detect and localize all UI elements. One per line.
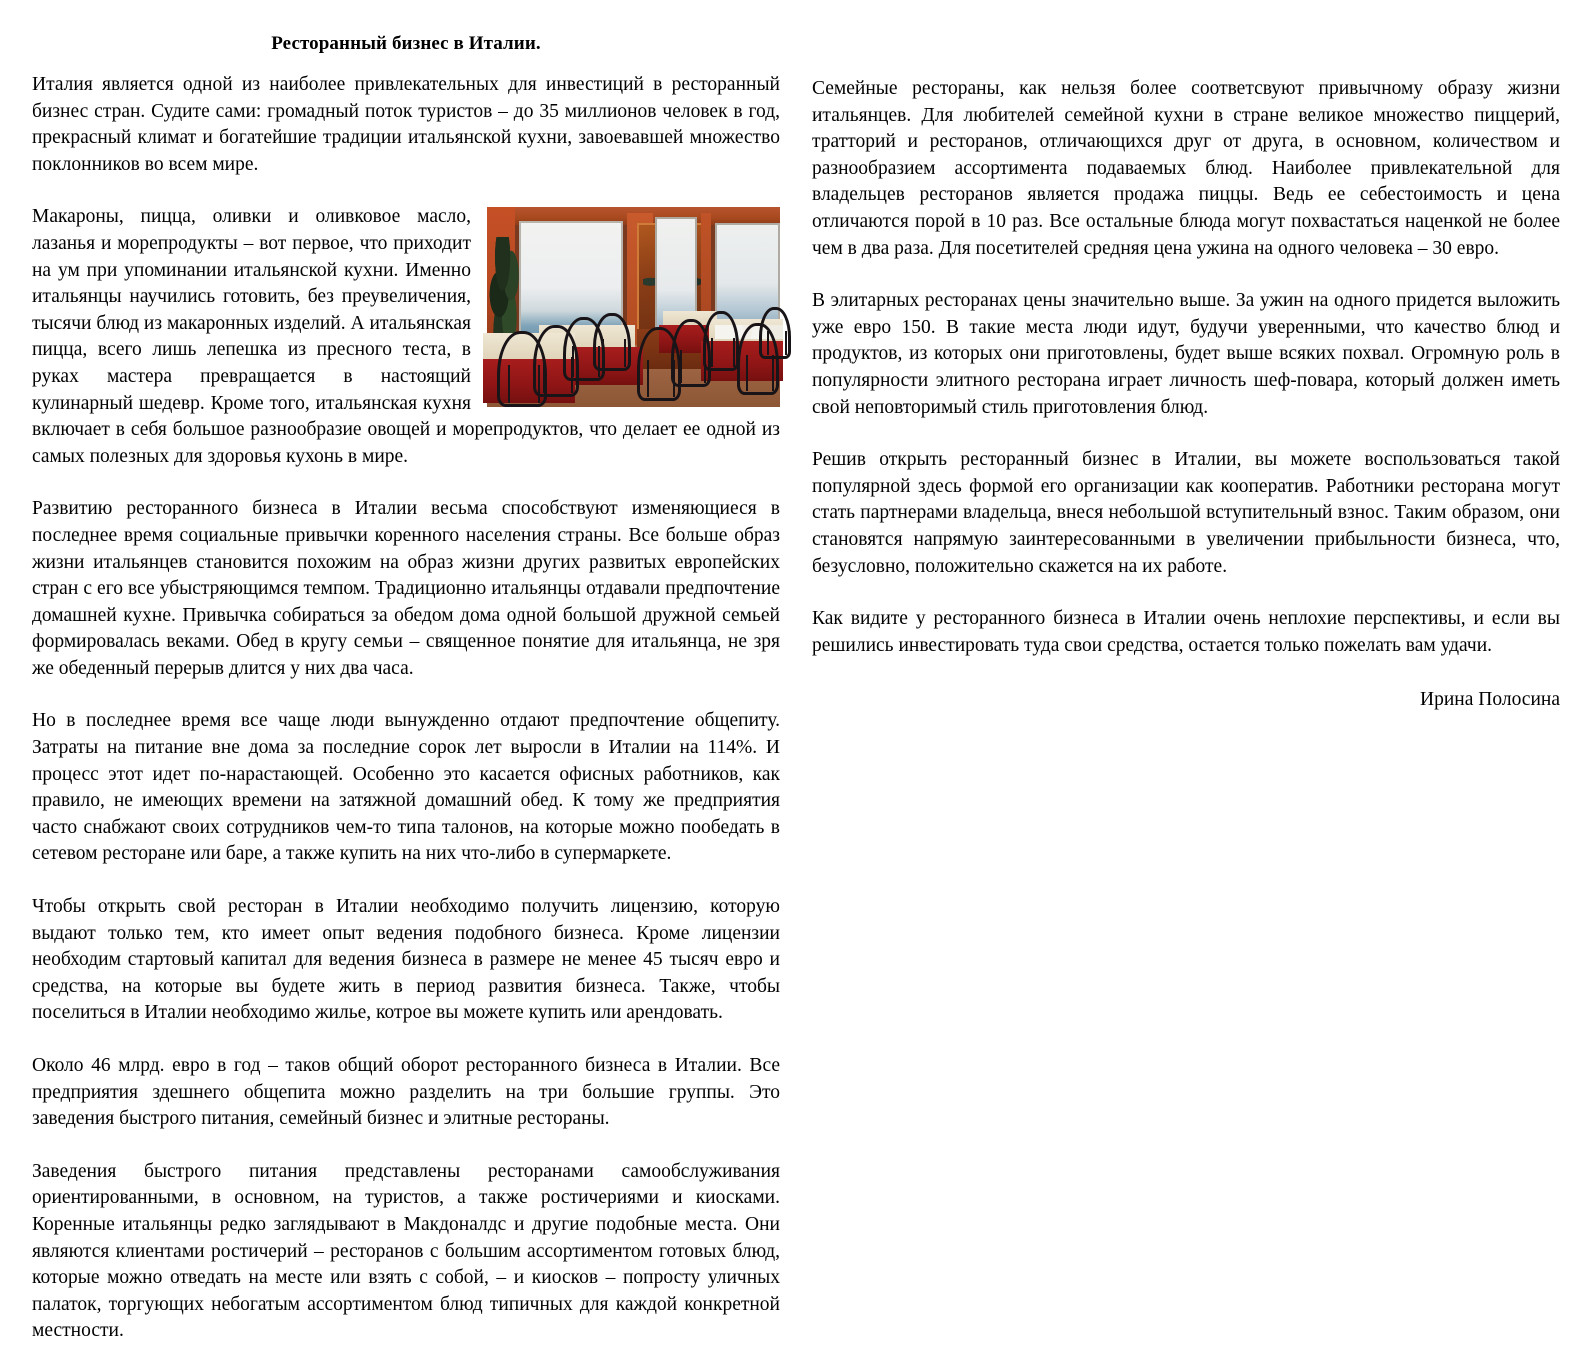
author-signature: Ирина Полосина bbox=[1420, 689, 1560, 711]
paragraph: Макароны, пицца, оливки и оливковое масло, лазанья и морепродукты – вот первое, что приходит на ум при упоминании итальянской кухни. Именно итальянцы научились готовить, без преувеличения, тысячи блюд из макаронных изделий. А итальянская пицца, всего лишь лепешка из пресного теста, в руках мастера превращается в настоящий кулинарный шедевр. Кроме того, итальянская кухня включает в себя большое разнообразие овощей и морепродуктов, что делает ее одной из самых полезных для здоровья кухонь в мире. bbox=[32, 206, 780, 467]
paragraph: Семейные рестораны, как нельзя более соответсвуют привычному образу жизни итальянцев. Для любителей семейной кухни в стране великое множество пиццерий, тратторий и ресторанов, отличающихся друг от друга, в основном, количеством и разнообразием ассортимента подаваемых блюд. Наиболее привлекательной для владельцев ресторанов является продажа пиццы. Ведь ее себестоимость и цена отличаются порой в 10 раз. Все остальные блюда могут похвастаться наценкой не более чем в два раза. Для посетителей средняя цена ужина на одного человека – 30 евро. bbox=[812, 78, 1560, 259]
paragraph: Чтобы открыть свой ресторан в Италии необходимо получить лицензию, которую выдают только тем, кто имеет опыт ведения подобного бизнеса. Кроме лицензии необходим стартовый капитал для ведения бизнеса в размере не менее 45 тысяч евро и средства, на которые вы будете жить в период развития бизнеса. Также, чтобы поселиться в Италии необходимо жилье, котрое вы можете купить или арендовать. bbox=[32, 896, 780, 1024]
photo-chair bbox=[737, 323, 779, 395]
photo-chair bbox=[637, 327, 681, 401]
paragraph: Около 46 млрд. евро в год – таков общий оборот ресторанного бизнеса в Италии. Все предприятия здешнего общепита можно разделить на три большие группы. Это заведения быстрого питания, семейный бизнес и элитные рестораны. bbox=[32, 1055, 780, 1130]
restaurant-photo-figure bbox=[487, 207, 780, 407]
paragraph: Заведения быстрого питания представлены ресторанами самообслуживания ориентированными, в основном, на туристов, а также ростичериями и киосками. Коренные итальянцы редко заглядывают в Макдоналдс и другие подобные места. Они являются клиентами ростичерий – ресторанов с большим ассортиментом готовых блюд, которые можно отведать на месте или взять с собой, – и киосков – попросту уличных палаток, торгующих небогатым ассортиментом блюд типичных для каждой конкретной местности. bbox=[32, 1160, 780, 1342]
paragraph: В элитарных ресторанах цены значительно выше. За ужин на одного придется выложить уже евро 150. В такие места люди идут, будучи уверенными, что качество блюд и продуктов, из которых они приготовлены, будет выше всяких похвал. Огромную роль в популярности элитного ресторана играет личность шеф-повара, который должен иметь свой неповторимый стиль приготовления блюд. bbox=[812, 290, 1560, 418]
restaurant-interior-image bbox=[487, 207, 780, 407]
page-title: Ресторанный бизнес в Италии. bbox=[271, 33, 541, 54]
paragraph: Италия является одной из наиболее привлекательных для инвестиций в ресторанный бизнес стран. Судите сами: громадный поток туристов – до 35 миллионов человек в год, прекрасный климат и богатейшие традиции итальянской кухни, завоевавшей множество поклонников во всем мире. bbox=[32, 74, 780, 175]
paragraph: Но в последнее время все чаще люди вынужденно отдают предпочтение общепиту. Затраты на питание вне дома за последние сорок лет выросли в Италии на 114%. И процесс этот идет по-нарастающей. Особенно это касается офисных работников, как правило, не имеющих времени на затяжной домашний обед. К тому же предприятия часто снабжают своих сотрудников чем-то типа талонов, на которые можно пообедать в сетевом ресторане или баре, а также купить на них что-либо в супермаркете. bbox=[32, 710, 780, 865]
paragraph: Решив открыть ресторанный бизнес в Италии, вы можете воспользоваться такой популярной здесь формой его организации как кооператив. Работники ресторана могут стать партнерами владельца, внеся небольшой вступительный взнос. Таким образом, они становятся напрямую заинтересованными в увеличении прибыльности бизнеса, что, безусловно, положительно скажется на их работе. bbox=[812, 449, 1560, 577]
photo-chair bbox=[497, 331, 547, 407]
paragraph: Как видите у ресторанного бизнеса в Италии очень неплохие перспективы, и если вы решились инвестировать туда свои средства, остается только пожелать вам удачи. bbox=[812, 608, 1560, 656]
left-column bbox=[32, 72, 780, 1345]
paragraph: Развитию ресторанного бизнеса в Италии весьма способствуют изменяющиеся в последнее время социальные привычки коренного населения страны. Все больше образ жизни итальянцев становится похожим на образ жизни других развитых европейских стран с его все убыстряющимся темпом. Традиционно итальянцы отдавали предпочтение домашней кухне. Привычка собираться за обедом дома одной большой дружной семьей формировалась веками. Обед в кругу семьи – священное понятие для итальянца, не зря же обеденный перерыв длится у них два часа. bbox=[32, 498, 780, 679]
right-column bbox=[812, 76, 1560, 714]
